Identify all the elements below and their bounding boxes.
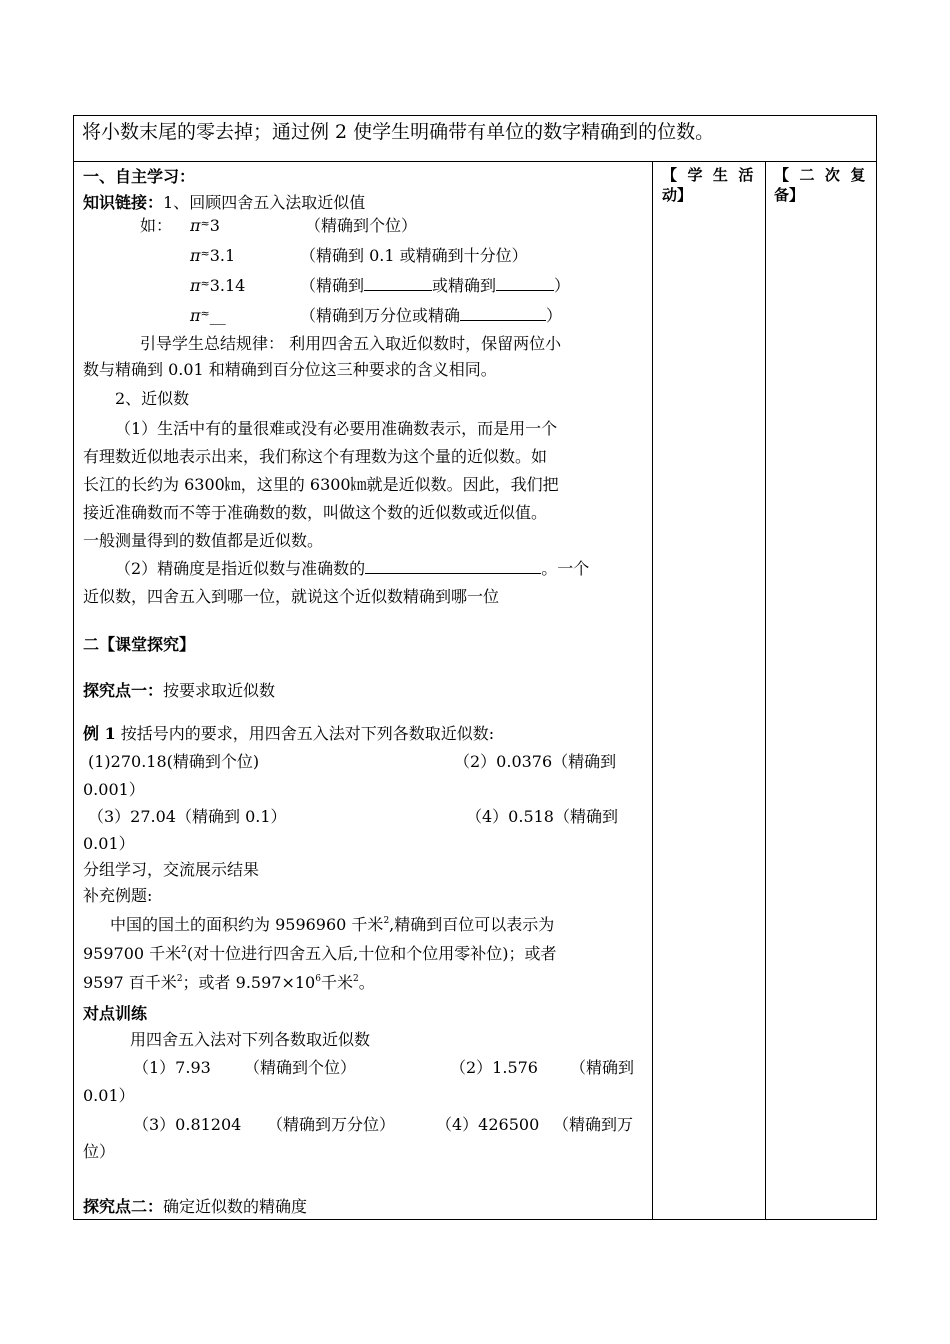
pi-value: 3.14 (209, 276, 246, 295)
note-part: ） (546, 306, 563, 325)
guide-line-2: 数与精确到 0.01 和精确到百分位这三种要求的含义相同。 (83, 360, 497, 379)
drill-1-d: （精确到 (570, 1058, 635, 1077)
para2-line1 (115, 559, 589, 579)
explore-point-1-text: 按要求取近似数 (163, 681, 276, 700)
drill-2-d: （精确到万 (553, 1115, 634, 1134)
group-study: 分组学习，交流展示结果 (83, 860, 260, 879)
pi-value: 3.1 (209, 246, 236, 265)
supp-text: 9597 百千米 (83, 973, 177, 992)
guide-line-1: 引导学生总结规律： 利用四舍五入取近似数时，保留两位小 (140, 334, 562, 353)
superscript: 6 (315, 974, 321, 984)
ex2-item-a: （3）27.04（精确到 0.1） (88, 807, 287, 826)
blank-line (365, 559, 541, 574)
explore-point-2-text: 确定近似数的精确度 (163, 1197, 308, 1216)
column-divider-review (765, 161, 766, 1219)
drill-2-e: 位） (83, 1142, 116, 1161)
supp-text: 。 (358, 973, 375, 992)
student-activity-header-line2: 动】 (662, 186, 693, 204)
student-activity-header-line1: 【 学 生 活 (662, 166, 754, 184)
supp-text: 中国的国土的面积约为 9596960 千米 (110, 915, 384, 934)
para1-line3: 长江的长约为 6300㎞，这里的 6300㎞就是近似数。因此，我们把 (83, 475, 559, 494)
drill-2-b: （精确到万分位） (267, 1115, 396, 1134)
review-header-line1: 【 二 次 复 (774, 166, 866, 184)
section2-title: 二【课堂探究】 (83, 635, 196, 654)
para1-line1: （1）生活中有的量很难或没有必要用准确数表示，而是用一个 (115, 419, 558, 438)
student-activity-header (662, 165, 758, 205)
para1-line2: 有理数近似地表示出来，我们称这个有理数为这个量的近似数。如 (83, 447, 548, 466)
supp-text: 959700 千米 (83, 944, 182, 963)
drill-1-e: 0.01） (83, 1086, 135, 1105)
approx-symbol: ≈ (200, 307, 210, 320)
ex2-item-b: （4）0.518（精确到 (466, 807, 618, 826)
example-1-prompt (83, 724, 494, 744)
approx-title: 2、近似数 (115, 389, 190, 408)
explore-point-1 (83, 681, 275, 701)
explore-point-2-label: 探究点二： (83, 1197, 164, 1216)
approx-symbol: ≈ (200, 277, 210, 290)
para1-line5: 一般测量得到的数值都是近似数。 (83, 531, 324, 550)
supp-text: (对十位进行四舍五入后,十位和个位用零补位)；或者 (186, 944, 557, 963)
drill-intro: 用四舍五入法对下列各数取近似数 (130, 1030, 371, 1049)
knowledge-link-text: 1、回顾四舍五入法取近似值 (163, 193, 366, 212)
ex1-item-a: (1)270.18(精确到个位) (88, 752, 260, 771)
example-label: 例 1 (83, 724, 116, 743)
ex2-item-c: 0.01） (83, 834, 135, 853)
note-part: ） (554, 276, 571, 295)
pi-value: 3 (209, 216, 220, 235)
column-divider-activity (652, 161, 653, 1219)
pi-row-3-note (300, 276, 570, 296)
blank-line (496, 276, 554, 291)
blank-line (460, 306, 546, 321)
drill-2-a: （3）0.81204 (133, 1115, 242, 1134)
review-header-line2: 备】 (774, 186, 805, 204)
para1-line4: 接近准确数而不等于准确数的数，叫做这个数的近似数或近似值。 (83, 503, 548, 522)
superscript: 2 (181, 945, 187, 955)
supp-text: 千米 (320, 973, 353, 992)
supp-text: ,精确到百位可以表示为 (389, 915, 555, 934)
knowledge-link-label: 知识链接： (83, 193, 164, 212)
supplement-title: 补充例题: (83, 886, 153, 905)
pi-row-1-note: （精确到个位） (305, 216, 418, 235)
note-part: 或精确到 (432, 276, 497, 295)
note-part: （精确到 (300, 276, 365, 295)
review-header (774, 165, 874, 205)
pi-symbol: π (190, 216, 201, 235)
supplement-line1 (110, 915, 554, 935)
drill-title: 对点训练 (83, 1004, 148, 1023)
pi-row-2-note: （精确到 0.1 或精确到十分位） (300, 246, 528, 265)
pi-symbol: π (190, 276, 201, 295)
section1-title: 一、自主学习： (83, 167, 196, 186)
blank-line (364, 276, 432, 291)
drill-1-b: （精确到个位） (244, 1058, 357, 1077)
supp-text: ；或者 9.597×10 (182, 973, 316, 992)
knowledge-link (83, 193, 365, 213)
pi-row-2 (190, 246, 235, 266)
drill-2-c: （4）426500 (436, 1115, 540, 1134)
superscript: 2 (352, 974, 359, 984)
ex1-item-b: （2）0.0376（精确到 (454, 752, 617, 771)
para2-line2: 近似数，四舍五入到哪一位，就说这个近似数精确到哪一位 (83, 587, 500, 606)
supplement-line3 (83, 973, 375, 993)
pi-symbol: π (190, 306, 201, 325)
table-divider (74, 161, 876, 162)
note-part: （精确到万分位或精确 (300, 306, 461, 325)
pi-row-3 (190, 276, 245, 296)
superscript: 2 (383, 916, 390, 926)
pi-row-4 (190, 306, 226, 326)
supplement-line2 (83, 944, 556, 964)
pi-row-1 (190, 216, 220, 236)
intro-line: 将小数末尾的零去掉；通过例 2 使学生明确带有单位的数字精确到的位数。 (82, 121, 715, 143)
pi-value: __ (209, 306, 226, 325)
explore-point-1-label: 探究点一： (83, 681, 164, 700)
explore-point-2 (83, 1197, 307, 1217)
para2-text: 。一个 (541, 559, 590, 578)
superscript: 2 (176, 974, 183, 984)
para2-text: （2）精确度是指近似数与准确数的 (115, 559, 366, 578)
pi-symbol: π (190, 246, 201, 265)
drill-1-c: （2）1.576 (450, 1058, 538, 1077)
example-text: 按括号内的要求，用四舍五入法对下列各数取近似数: (115, 724, 495, 743)
approx-symbol: ≈ (200, 247, 210, 260)
drill-1-a: （1）7.93 (133, 1058, 211, 1077)
example-prefix: 如： (140, 216, 173, 235)
pi-row-4-note (300, 306, 562, 326)
ex1-item-c: 0.001） (83, 780, 145, 799)
approx-symbol: ≈ (200, 217, 210, 230)
